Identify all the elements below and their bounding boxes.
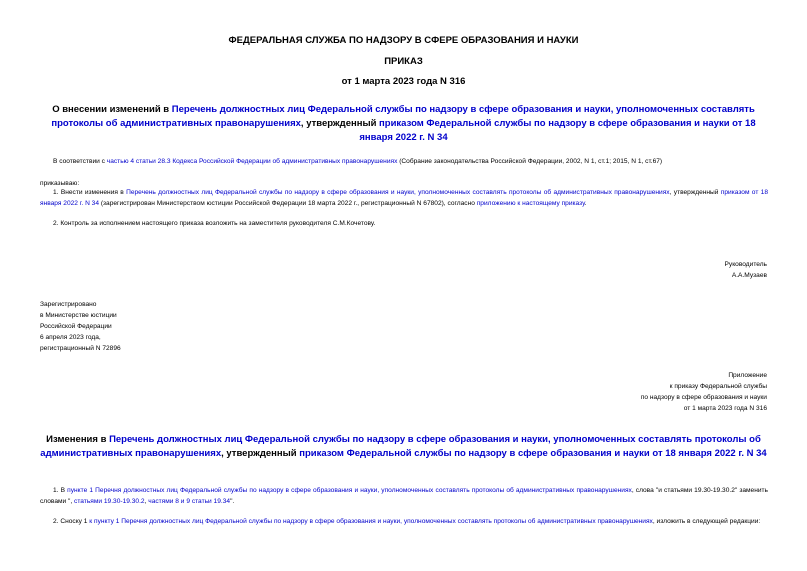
registration-line: 6 апреля 2023 года,	[40, 334, 101, 341]
item-2-paragraph: 2. Контроль за исполнением настоящего приказа возложить на заместителя руководителя С.М.Кочетову.	[53, 220, 376, 227]
change-1-articles-link[interactable]: статьями 19.30-19.30.2	[74, 498, 145, 505]
order-title-order-link[interactable]: приказом Федеральной службы по надзору в сфере образования и науки от 18 января 2022 г. N 34	[359, 118, 756, 143]
change-2-text: 2. Сноску 1	[53, 518, 90, 525]
preamble-text: (Собрание законодательства Российской Федерации, 2002, N 1, ст.1; 2015, N 1, ст.67)	[397, 158, 663, 165]
appendix-title-text: , утвержденный	[221, 448, 300, 459]
registration-line: в Министерстве юстиции	[40, 312, 117, 319]
signature-block	[725, 259, 767, 281]
change-2-text: , изложить в следующей редакции:	[652, 518, 761, 525]
order-date-heading: от 1 марта 2023 года N 316	[341, 76, 466, 87]
change-2-paragraph	[40, 516, 768, 527]
order-title-text: О внесении изменений в	[52, 104, 172, 115]
preamble-code-link[interactable]: частью 4 статьи 28.3 Кодекса Российской Федерации об административных правонарушениях	[106, 158, 398, 165]
change-1-text: ".	[230, 498, 235, 505]
order-word: приказываю:	[40, 180, 80, 187]
registration-line: Российской Федерации	[40, 323, 112, 330]
change-1-text: 1. В	[53, 487, 68, 494]
order-title	[40, 103, 767, 145]
item-1-text: 1. Внести изменения в	[53, 189, 127, 196]
registration-line: Зарегистрировано	[40, 301, 97, 308]
preamble-text: В соответствии с	[53, 158, 107, 165]
item-1-text: .	[584, 200, 587, 207]
change-2-list-link[interactable]: к пункту 1 Перечня должностных лиц Федеральной службы по надзору в сфере образования и науки, уполномоченных составлять протоколы об административных правонарушениях	[89, 518, 653, 525]
signature-position: Руководитель	[724, 261, 767, 268]
change-1-text: ,	[144, 498, 149, 505]
appendix-title-text: Изменения в	[46, 434, 110, 445]
item-1-paragraph	[40, 187, 768, 209]
item-1-order-link[interactable]: приказом от 18 января 2022 г. N 34	[40, 189, 768, 207]
appendix-reference-block	[641, 370, 767, 414]
item-1-appendix-link[interactable]: приложению к настоящему приказу	[476, 200, 585, 207]
appendix-reference-line: по надзору в сфере образования и науки	[640, 394, 767, 401]
agency-heading: ФЕДЕРАЛЬНАЯ СЛУЖБА ПО НАДЗОРУ В СФЕРЕ ОБРАЗОВАНИЯ И НАУКИ	[228, 35, 579, 46]
item-1-text: , утвержденный	[669, 189, 721, 196]
appendix-title-list-link[interactable]: Перечень должностных лиц Федеральной службы по надзору в сфере образования и науки, уполномоченных составлять протоколы об административных правонарушениях	[40, 434, 761, 459]
order-title-text: , утвержденный	[300, 118, 380, 129]
change-1-paragraph	[40, 485, 768, 507]
change-1-parts-link[interactable]: частями 8 и 9 статьи 19.34	[148, 498, 231, 505]
signature-name: А.А.Музаев	[731, 272, 767, 279]
change-1-text: , слова "и статьями 19.30-19.30.2" заменить словами ",	[40, 487, 768, 505]
registration-line: регистрационный N 72896	[40, 345, 121, 352]
item-1-text: (зарегистрирован Министерством юстиции Российской Федерации 18 марта 2022 г., регистрационный N 67802), согласно	[99, 200, 477, 207]
registration-block	[40, 299, 121, 354]
item-1-list-link[interactable]: Перечень должностных лиц Федеральной службы по надзору в сфере образования и науки, уполномоченных составлять протоколы об административных правонарушениях	[126, 189, 670, 196]
appendix-reference-line: от 1 марта 2023 года N 316	[683, 405, 767, 412]
change-1-list-link[interactable]: пункте 1 Перечня должностных лиц Федеральной службы по надзору в сфере образования и науки, уполномоченных составлять протоколы об административных правонарушениях	[67, 487, 632, 494]
order-title-list-link[interactable]: Перечень должностных лиц Федеральной службы по надзору в сфере образования и науки, уполномоченных составлять протоколы об административных правонарушениях	[51, 104, 755, 129]
appendix-title-order-link[interactable]: приказом Федеральной службы по надзору в сфере образования и науки от 18 января 2022 г. N 34	[299, 448, 767, 459]
appendix-title	[40, 433, 767, 461]
appendix-reference-line: к приказу Федеральной службы	[669, 383, 767, 390]
doc-type-heading: ПРИКАЗ	[384, 56, 423, 67]
preamble-paragraph	[53, 156, 773, 167]
appendix-reference-line: Приложение	[728, 372, 767, 379]
